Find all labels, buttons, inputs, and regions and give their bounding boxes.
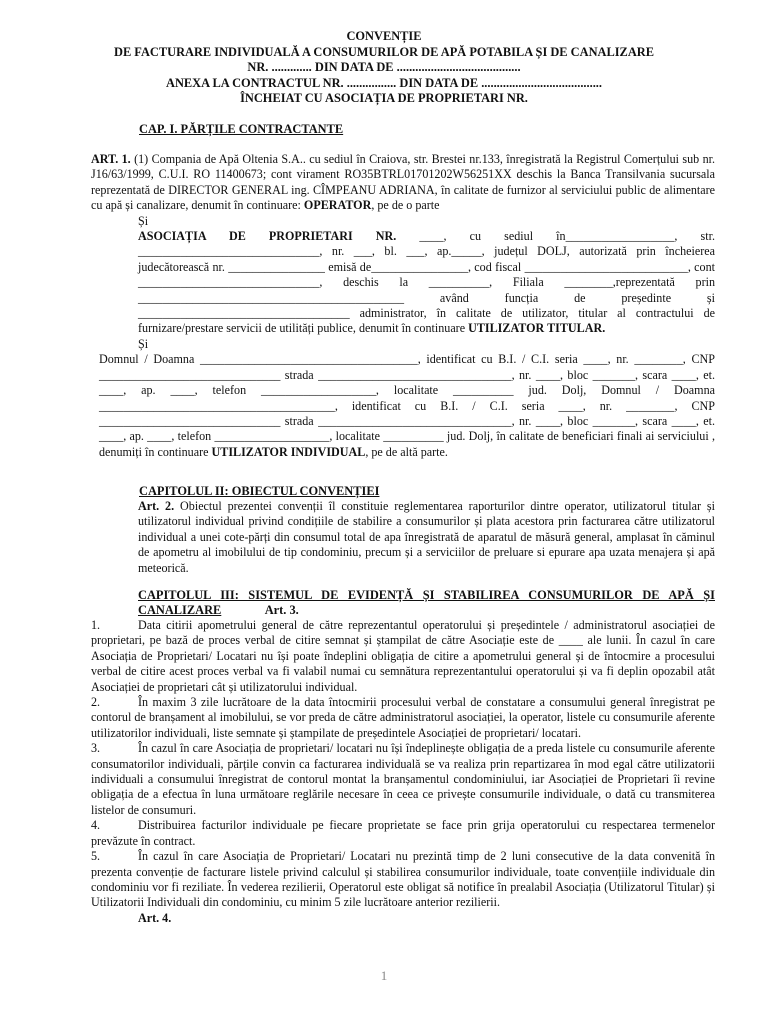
- article-3-label: Art. 3.: [264, 603, 299, 618]
- article-3-items: [91, 618, 715, 926]
- individual-users-paragraph: [91, 352, 715, 460]
- association-text: ____, cu sediul în__________________, str. ______________________________, nr. ___, bl. ___, ap._____, județul DOLJ, autorizată prin încheierea judecătorească nr. ________________ emisă de________________, cod fiscal ___________________________, cont ______________________________, deschis la __________, Filiala ________,reprezentată prin ____________________________________________ având funcția de președinte și ___________________________________ administrator, în calitate de utilizator, titular al contractului de furnizare/prestare servicii de utilități publice, denumit în continuare: [138, 229, 715, 336]
- list-item-text: În cazul în care Asociația de proprietari/ locatari nu își îndeplinește obligația de a preda listele cu consumurile aferente consumatorilor individuali, părțile convin ca facturarea individuală se va realiza prin repartizarea în mod egal către utilizatorii individuali a consumului înregistrat de contorul montat la branșamentul condominiului, iar Asociației de Proprietari îi revine obligația de a efectua în luna următoare reglările necesare în ceea ce privește consumurile individuale, o dată cu transmiterea listelor de consumuri.: [91, 741, 715, 817]
- operator-term: OPERATOR: [303, 198, 372, 213]
- conjunction-si-2: Și: [138, 336, 149, 351]
- list-item-text: În cazul în care Asociația de Proprietari/ Locatari nu prezintă timp de 2 luni consecutive de la data convenită în prezenta convenție de facturare listele privind calculul și stabilirea consumurilor individuale, toate convențiile individuale din condominiu vor fi reziliate. În vederea rezilierii, Operatorul este obligat să notifice în prealabil Asociația (Utilizatorul Titular) și Utilizatorii Individuali din condominiu, cu minim 5 zile lucrătoare anterior rezilierii.: [91, 849, 715, 910]
- list-item-number: 2.: [91, 695, 101, 710]
- chapter-1-body: [91, 152, 715, 460]
- list-item: [91, 849, 715, 911]
- list-item-number: 5.: [91, 849, 101, 864]
- chapter-3-title-line: [91, 588, 715, 619]
- association-label: ASOCIAȚIA DE PROPRIETARI NR.: [138, 229, 397, 244]
- individual-users-end: , pe de altă parte.: [365, 444, 448, 459]
- article-1-text: (1) Compania de Apă Oltenia S.A.. cu sediul în Craiova, str. Brestei nr.133, înregistrată la Registrul Comerțului sub nr. J16/63/1999, C.U.I. RO 11400673; cont virament RO35BTRL01701202W56251XX deschis la Banca Transilvania sucursala reprezentată de DIRECTOR GENERAL ing. CÎMPEANU ADRIANA, în calitate de furnizor al serviciului public de alimentare cu apă și canalizare, denumit în continuare:: [91, 152, 716, 213]
- association-paragraph: [91, 229, 715, 337]
- chapter-2-title: CAPITOLUL II: OBIECTUL CONVENȚIEI: [139, 484, 380, 498]
- page-number: 1: [380, 968, 388, 983]
- article-1-end: , pe de o parte: [371, 198, 440, 213]
- chapter-3-header: [91, 588, 715, 619]
- utilizator-individual-term: UTILIZATOR INDIVIDUAL: [211, 444, 366, 459]
- header-association: ÎNCHEIAT CU ASOCIAȚIA DE PROPRIETARI NR.: [240, 91, 528, 106]
- article-1: [91, 152, 715, 214]
- header-annex: ANEXA LA CONTRACTUL NR. ................ DIN DATA DE .......................................: [166, 75, 602, 90]
- chapter-3-title: CAPITOLUL III: SISTEMUL DE EVIDENȚĂ ȘI STABILIREA CONSUMURILOR DE APĂ ȘI CANALIZARE: [138, 588, 715, 618]
- list-item: [91, 741, 715, 818]
- chapter-2-body: [91, 499, 715, 576]
- list-item-number: 1.: [91, 618, 101, 632]
- chapter-1-title: CAP. I. PĂRȚILE CONTRACTANTE: [139, 122, 344, 136]
- header-subtitle: DE FACTURARE INDIVIDUALĂ A CONSUMURILOR DE APĂ POTABILA ȘI DE CANALIZARE: [114, 44, 654, 59]
- individual-users-text: Domnul / Doamna ____________________________________, identificat cu B.I. / C.I. seria ____, nr. ________, CNP ______________________________ strada ________________________________, nr. ____, bloc _______, scara ____, et. ____, ap. ____, telefon ___________________, localitate __________ jud. Dolj, Domnul / Doamna _______________________________________, identificat cu B.I. / C.I. seria ____, nr. ________, CNP ______________________________ strada ________________________________, nr. ____, bloc _______, scara ____, et. ____, ap. ____, telefon ___________________, localitate __________ jud. Dolj, în calitate de beneficiari finali ai serviciului , denumiți în continuare: [99, 352, 715, 459]
- document-header: [0, 29, 768, 107]
- conjunction-si-1: Și: [138, 213, 149, 228]
- article-2-text: Obiectul prezentei convenții îl constituie reglementarea raporturilor dintre operator, utilizatorul titular și utilizatorul individual privind condițiile de stabilire a consumurilor și plata acestora prin facturarea către utilizatorul individual a unei cote-părți din consumul total de apa înregistrată de aparatul de măsură general, amplasat în căminul de apometru al imobilului de tip condominiu, precum și a serviciilor de preluare si epurare apa uzata menajera și apă meteorică.: [138, 499, 716, 575]
- article-2: [91, 499, 715, 576]
- article-1-label: ART. 1.: [91, 152, 131, 166]
- list-item: [91, 695, 715, 741]
- article-2-label: Art. 2.: [138, 499, 175, 513]
- header-title: CONVENȚIE: [346, 29, 422, 43]
- article-4-label: Art. 4.: [138, 910, 172, 925]
- header-number-date: NR. ............. DIN DATA DE ........................................: [247, 60, 521, 75]
- list-item: [91, 618, 715, 695]
- utilizator-titular-term: UTILIZATOR TITULAR.: [468, 321, 606, 336]
- list-item-text: Data citirii apometrului general de către reprezentantul operatorului și președintele / administratorul asociației de proprietari, pe bază de proces verbal de citire semnat și ștampilat de către Asociație este de ____ ale lunii. În cazul în care Asociația de Proprietari/ Locatari nu își poate îndeplini obligația de citire a apometrului general și de întocmire a procesului verbal de citire acest proces verbal va fi valabil numai cu semnătura reprezentantului operatorului și va fi deplin opozabil atât Asociației de proprietari cât și utilizatorului individual.: [91, 618, 715, 694]
- list-item: [91, 818, 715, 849]
- list-item-number: 4.: [91, 818, 101, 833]
- list-item-number: 3.: [91, 741, 101, 756]
- list-item-text: În maxim 3 zile lucrătoare de la data întocmirii procesului verbal de constatare a consumului general înregistrat pe contorul de branșament al imobilului, se vor preda de către administratorul asociației, la operator, listele cu consumurile aferente utilizatorilor individuali, liste semnate și ștampilate de președintele Asociației de proprietari/ locatari.: [91, 695, 715, 740]
- list-item-text: Distribuirea facturilor individuale pe fiecare proprietate se face prin grija operatorului cu respectarea termenelor prevăzute în contract.: [91, 818, 715, 848]
